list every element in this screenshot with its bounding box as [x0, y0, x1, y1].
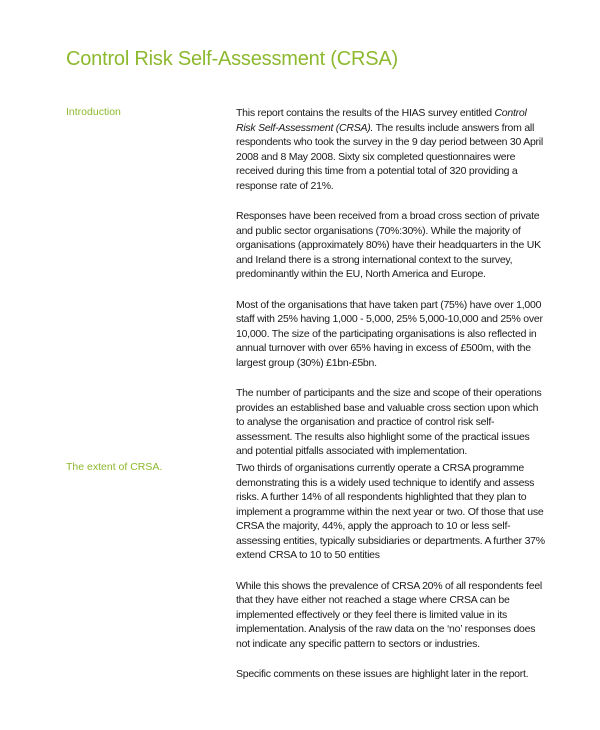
- introduction-paragraph-2: Responses have been received from a broad cross section of private and public sector organisations (70%:30%). While the majority of organisations (approximately 80%) have their headquarters in the UK and Ireland there is a strong international context to the survey, predominantly within the EU, North America and Europe.: [236, 210, 541, 280]
- introduction-paragraph-3: Most of the organisations that have taken part (75%) have over 1,000 staff with 25% having 1,000 - 5,000, 25% 5,000-10,000 and 25% over 10,000. The size of the participating organisations is also reflected in annual turnover with over 65% having in excess of £500m, with the largest group (30%) £1bn-£5bn.: [236, 298, 543, 369]
- introduction-p1-text-start: This report contains the results of the HIAS survey entitled: [236, 107, 495, 119]
- survey-title-italic: Control Risk Self-Assessment (CRSA).: [236, 107, 527, 134]
- introduction-paragraph-1: [236, 106, 548, 193]
- extent-paragraph-3: Specific comments on these issues are highlight later in the report.: [236, 668, 529, 680]
- extent-paragraph-2: While this shows the prevalence of CRSA 20% of all respondents feel that they have either not reached a stage where CRSA can be implemented effectively or they feel there is limited value in its implementation. Analysis of the raw data on the ‘no’ responses does not indicate any specific pattern to sectors or industries.: [236, 579, 543, 650]
- extent-paragraph-1: Two thirds of organisations currently operate a CRSA programme demonstrating this is a widely used technique to identify and assess risks. A further 14% of all respondents highlighted that they plan to implement a programme within the next year or two. Of those that use CRSA the majority, 44%, apply the approach to 10 or less self-assessing entities, typically subsidiaries or departments. A further 37% extend CRSA to 10 to 50 entities: [236, 462, 545, 561]
- section-heading-introduction: Introduction: [66, 106, 121, 118]
- section-heading-extent: The extent of CRSA.: [66, 461, 163, 473]
- introduction-paragraph-4: The number of participants and the size and scope of their operations provides an established base and valuable cross section upon which to analyse the organisation and practice of control risk self-assessment. The results also highlight some of the practical issues and potential pitfalls associated with implementation.: [236, 387, 542, 457]
- section-body-introduction: [236, 106, 548, 475]
- document-title: Control Risk Self-Assessment (CRSA): [66, 48, 398, 70]
- section-body-extent: [236, 461, 548, 698]
- introduction-p1-text-end: The results include answers from all respondents who took the survey in the 9 day period between 30 April 2008 and 8 May 2008. Sixty six completed questionnaires were received during this time from a potential total of 320 providing a response rate of 21%.: [236, 121, 543, 192]
